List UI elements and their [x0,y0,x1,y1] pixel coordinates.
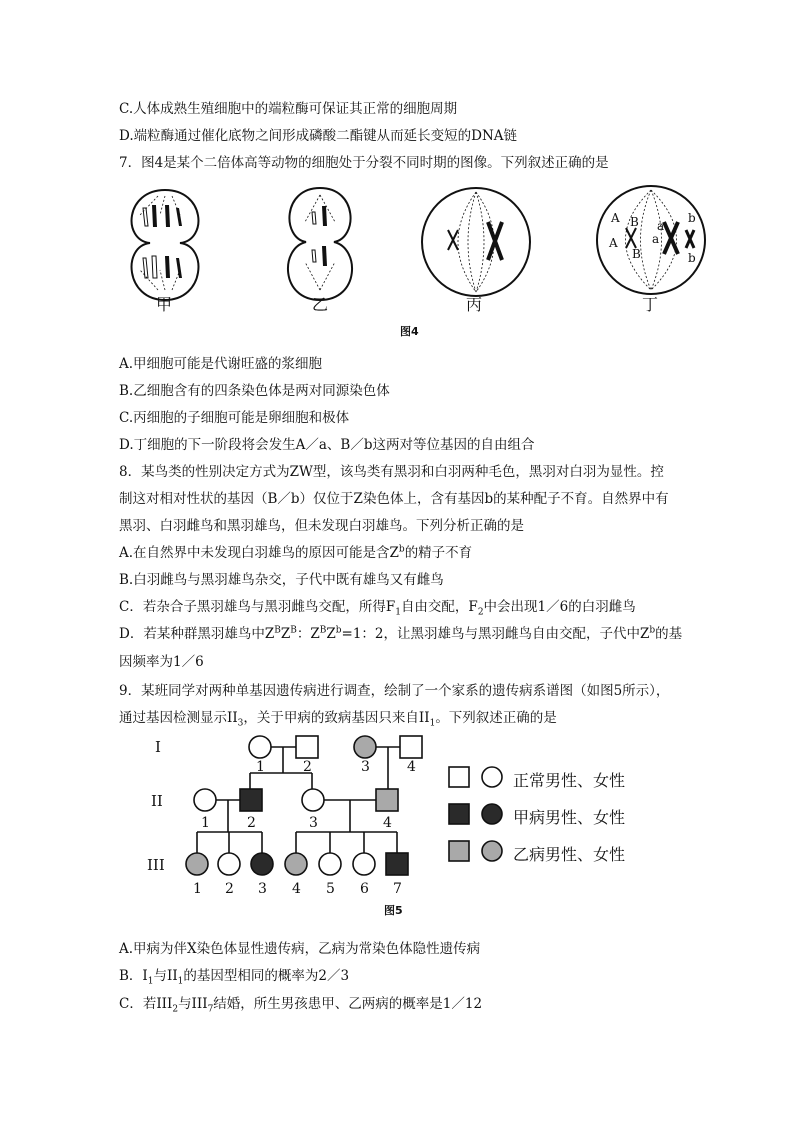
q7-option-c: C.丙细胞的子细胞可能是卵细胞和极体 [119,410,350,426]
num-iii-6: 6 [360,881,369,897]
question-9-stem-2: 通过基因检测显示$II_3$，关于甲病的致病基因只来自$II_1$。下列叙述正确的是 [119,710,557,729]
num-iii-7: 7 [393,881,402,897]
q8-option-a: A.在自然界中未发现白羽雄鸟的原因可能是含$Z^b$的精子不育 [119,544,473,561]
legend-yi-female [482,841,502,861]
pedigree-ii-2 [240,789,262,811]
pedigree-iii-7 [386,853,408,875]
option-c-line: C.人体成熟生殖细胞中的端粒酶可保证其正常的细胞周期 [119,101,458,117]
pedigree-iii-5 [319,853,341,875]
q8-option-d: D．若某种群黑羽雄鸟中$Z^BZ^B$：$Z^BZ^b=1$：2，让黑羽雄鸟与黑羽雌鸟自由交配，子代中$Z^b$的基 [119,625,683,642]
pedigree-iii-3 [251,853,273,875]
num-ii-3: 3 [309,815,318,831]
figure-4-title: 图4 [400,325,419,338]
legend-jia-male [449,804,469,824]
pedigree-ii-3 [302,789,324,811]
figure-4-label-ding: 丁 [642,295,659,314]
gen-label-iii: III [147,856,165,874]
q7-option-d: D.丁细胞的下一阶段将会发生A／a、B／b这两对等位基因的自由组合 [119,437,535,453]
question-9-stem-1: 9．某班同学对两种单基因遗传病进行调查，绘制了一个家系的遗传病系谱图（如图5所示）， [119,683,670,699]
figure-4-label-yi: 乙 [312,295,329,314]
question-7-stem: 7．图4是某个二倍体高等动物的细胞处于分裂不同时期的图像。下列叙述正确的是 [119,155,609,171]
gene-label-b-upper-2: B [632,247,641,261]
gene-label-a-upper-2: A [609,236,618,250]
gene-label-b-upper: B [630,215,639,229]
question-8-stem-3: 黑羽、白羽雌鸟和黑羽雄鸟，但未发现白羽雄鸟。下列分析正确的是 [119,518,524,534]
legend-yi-male [449,841,469,861]
gen-label-i: I [155,738,161,756]
legend-yi-label: 乙病男性、女性 [513,845,626,864]
legend-normal-male [449,767,469,787]
num-i-3: 3 [361,759,370,775]
figure-5-title: 图5 [384,904,403,917]
pedigree-iii-4 [285,853,307,875]
num-ii-2: 2 [247,815,256,831]
legend-normal-female [482,767,502,787]
q8-option-c: C．若杂合子黑羽雄鸟与黑羽雌鸟交配，所得$F_1$自由交配，$F_2$中会出现1／6的白羽雌鸟 [119,599,636,618]
q7-option-a: A.甲细胞可能是代谢旺盛的浆细胞 [119,356,323,372]
option-d-line: D.端粒酶通过催化底物之间形成磷酸二酯键从而延长变短的DNA链 [119,128,518,144]
gene-label-b-lower-2: b [688,251,696,265]
gene-label-a-upper: A [611,211,620,225]
num-i-1: 1 [256,759,265,775]
pedigree-ii-4 [376,789,398,811]
num-iii-2: 2 [225,881,234,897]
legend-jia-label: 甲病男性、女性 [513,808,626,827]
figure-4-label-bing: 丙 [466,295,483,314]
q8-option-b: B.白羽雌鸟与黑羽雄鸟杂交，子代中既有雄鸟又有雌鸟 [119,572,444,588]
legend-normal-label: 正常男性、女性 [513,771,626,790]
pedigree-ii-1 [194,789,216,811]
pedigree-iii-1 [186,853,208,875]
legend-jia-female [482,804,502,824]
figure-4-label-jia: 甲 [156,295,173,314]
pedigree-iii-2 [218,853,240,875]
q9-option-a: A.甲病为伴X染色体显性遗传病，乙病为常染色体隐性遗传病 [119,941,481,957]
num-iii-3: 3 [258,881,267,897]
gene-label-b-lower: b [688,211,696,225]
num-i-4: 4 [407,759,416,775]
num-ii-4: 4 [383,815,392,831]
question-8-stem-1: 8．某鸟类的性别决定方式为ZW型，该鸟类有黑羽和白羽两种毛色，黑羽对白羽为显性。控 [119,464,664,480]
gen-label-ii: II [151,792,163,810]
num-iii-1: 1 [193,881,202,897]
num-i-2: 2 [303,759,312,775]
pedigree-i-1 [249,736,271,758]
gene-label-a-lower-2: a [652,232,660,246]
pedigree-iii-6 [353,853,375,875]
q7-option-b: B.乙细胞含有的四条染色体是两对同源染色体 [119,383,390,399]
num-iii-4: 4 [292,881,301,897]
gene-label-a-lower: a [657,219,665,233]
pedigree-i-4 [400,736,422,758]
num-iii-5: 5 [326,881,335,897]
num-ii-1: 1 [201,815,210,831]
pedigree-i-3 [354,736,376,758]
q9-option-b: B．$I_1$与$II_1$的基因型相同的概率为2／3 [119,968,350,987]
q9-option-c: C．若$III_2$与$III_7$结婚，所生男孩患甲、乙两病的概率是1／12 [119,996,483,1015]
pedigree-i-2 [296,736,318,758]
question-8-stem-2: 制这对相对性状的基因（B／b）仅位于Z染色体上，含有基因b的某种配子不育。自然界中有 [119,491,669,507]
q8-option-d-cont: 因频率为1／6 [119,654,204,670]
